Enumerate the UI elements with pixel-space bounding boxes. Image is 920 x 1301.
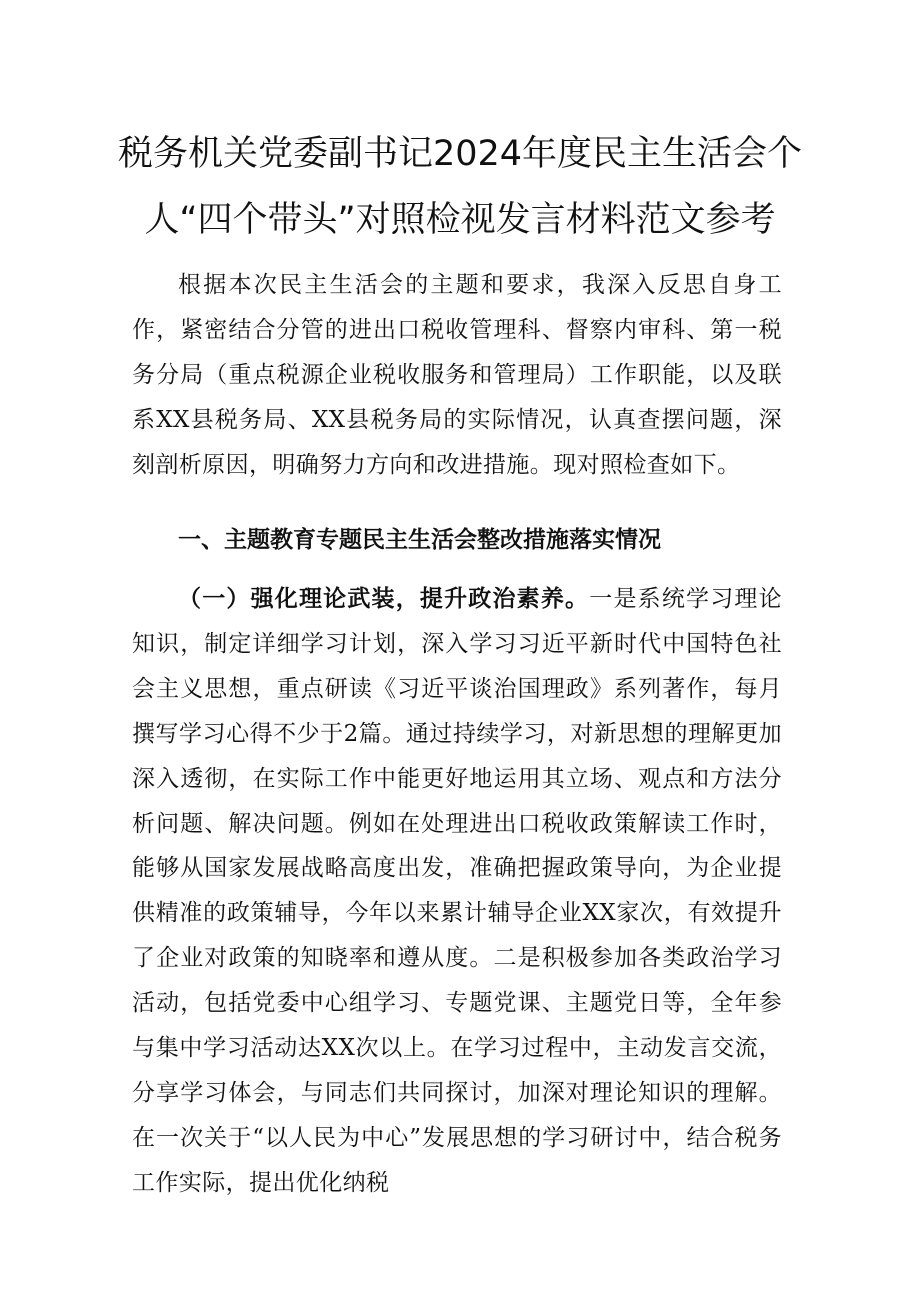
subsection-paragraph-1 [132,577,782,1206]
subsection-heading-1: （一）强化理论武装，提升政治素养。 [178,586,590,612]
document-title-line-1: 税务机关党委副书记2024年度民主生活会个 [117,134,803,174]
intro-paragraph: 根据本次民主生活会的主题和要求，我深入反思自身工作，紧密结合分管的进出口税收管理科、督察内审科、第一税务分局（重点税源企业税收服务和管理局）工作职能，以及联系XX县税务局、XX县税务局的实际情况，认真查摆问题，深刻剖析原因，明确努力方向和改进措施。现对照检查如下。 [132,272,782,478]
section-heading-1: 一、主题教育专题民主生活会整改措施落实情况 [178,527,661,553]
subsection-body-1: 一是系统学习理论知识，制定详细学习计划，深入学习习近平新时代中国特色社会主义思想，重点研读《习近平谈治国理政》系列著作，每月撰写学习心得不少于2篇。通过持续学习，对新思想的理解更加深入透彻，在实际工作中能更好地运用其立场、观点和方法分析问题、解决问题。例如在处理进出口税收政策解读工作时，能够从国家发展战略高度出发，准确把握政策导向，为企业提供精准的政策辅导，今年以来累计辅导企业XX家次，有效提升了企业对政策的知晓率和遵从度。二是积极参加各类政治学习活动，包括党委中心组学习、专题党课、主题党日等，全年参与集中学习活动达XX次以上。在学习过程中，主动发言交流，分享学习体会，与同志们共同探讨，加深对理论知识的理解。在一次关于“以人民为中心”发展思想的学习研讨中，结合税务工作实际，提出优化纳税 [132,586,782,1196]
document-title-line-2: 人“四个带头”对照检视发言材料范文参考 [144,200,776,240]
